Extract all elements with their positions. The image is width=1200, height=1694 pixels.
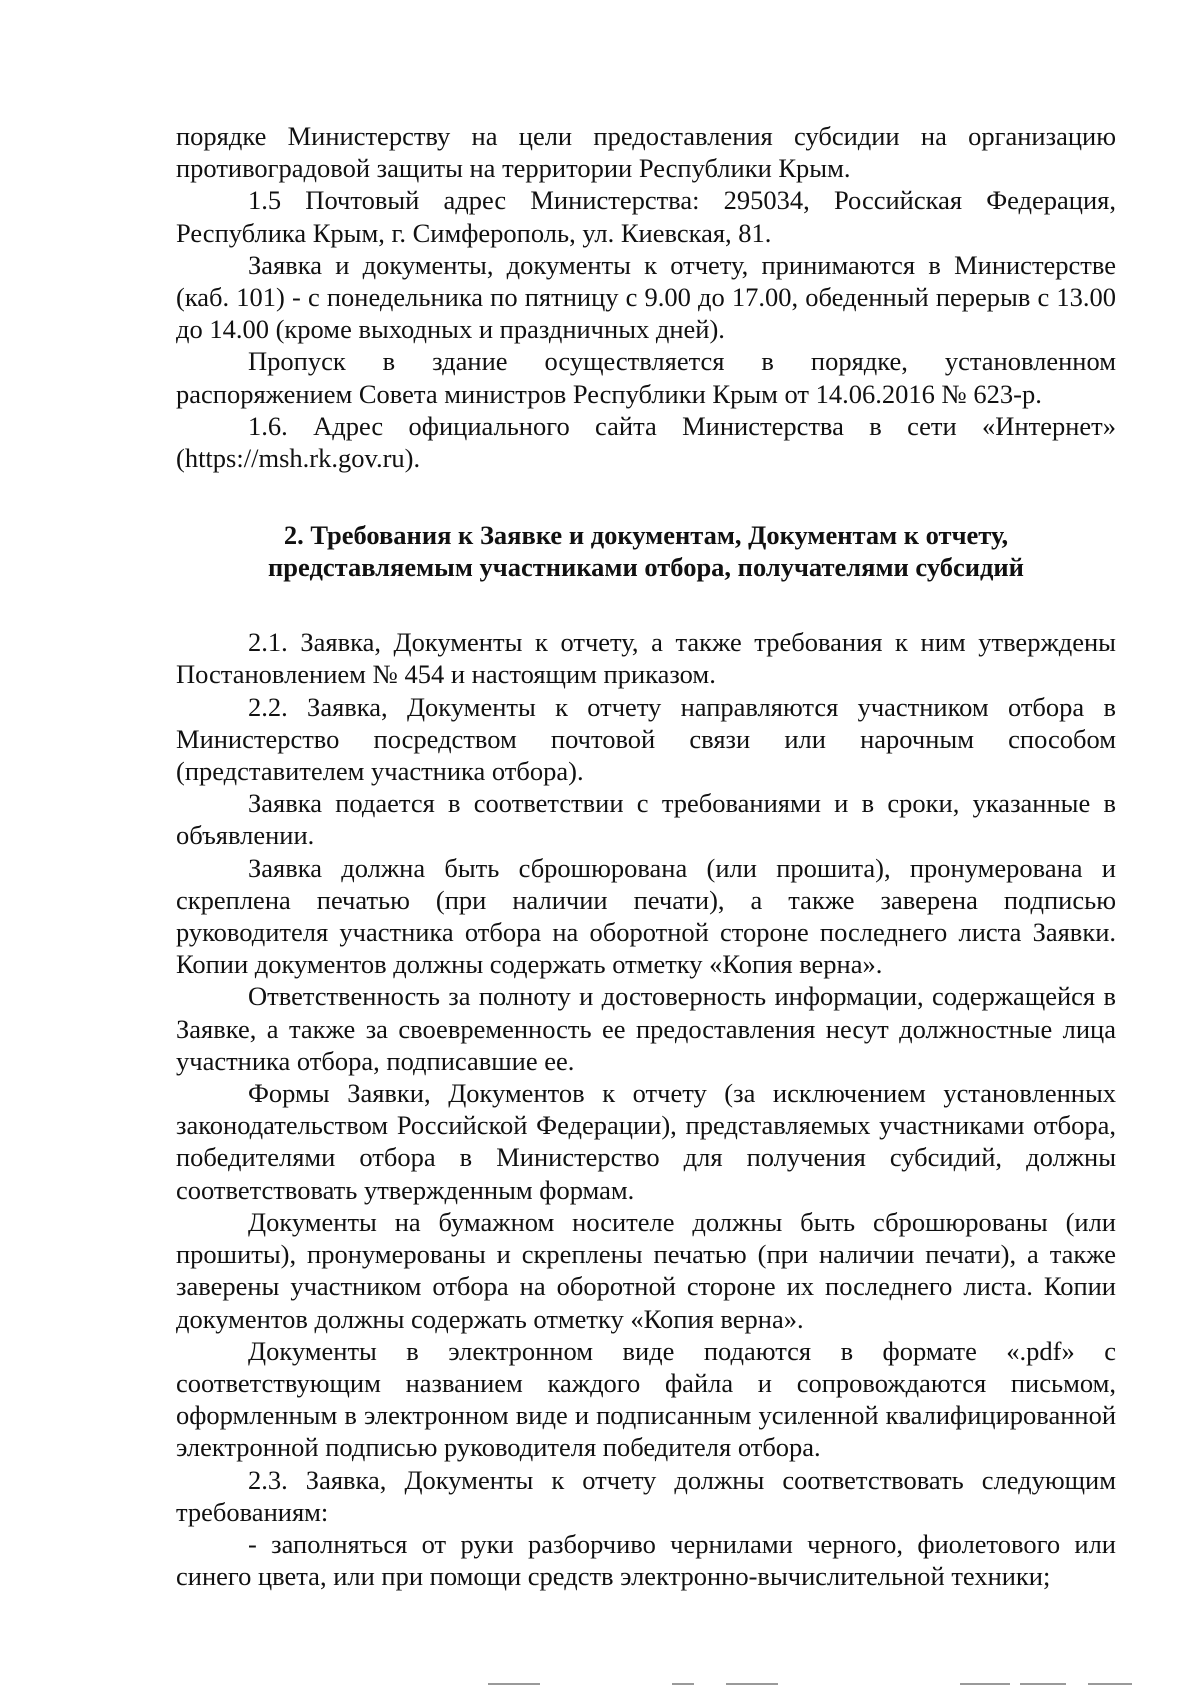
paragraph-application-deadlines: Заявка подается в соответствии с требованиями и в сроки, указанные в объявлении. (176, 788, 1116, 851)
paragraph-website: 1.6. Адрес официального сайта Министерства в сети «Интернет» (https://msh.rk.gov.ru). (176, 410, 1116, 474)
paragraph-application-binding: Заявка должна быть сброшюрована (или прошита), пронумерована и скреплена печатью (при наличии печати), а также заверена подписью руководителя участника отбора на оборотной стороне последнего листа Заявки. Копии документов должны содержать отметку «Копия верна». (176, 852, 1116, 980)
paragraph-continuation: порядке Министерству на цели предоставления субсидии на организацию противоградовой защиты на территории Республики Крым. (176, 121, 1116, 184)
scan-mark (672, 1683, 694, 1685)
section-heading-line-2: представляемым участниками отбора, получателями субсидий (268, 552, 1024, 583)
paragraph-postal-address: 1.5 Почтовый адрес Министерства: 295034, Российская Федерация, Республика Крым, г. Симферополь, ул. Киевская, 81. (176, 185, 1116, 248)
paragraph-responsibility: Ответственность за полноту и достоверность информации, содержащейся в Заявке, а также за своевременность ее предоставления несут должностные лица участника отбора, подписавшие ее. (176, 981, 1116, 1076)
paragraph-office-hours: Заявка и документы, документы к отчету, принимаются в Министерстве (каб. 101) - с понедельника по пятницу с 9.00 до 17.00, обеденный перерыв с 13.00 до 14.00 (кроме выходных и праздничных дней). (176, 249, 1116, 345)
scan-mark (960, 1683, 1010, 1685)
scan-mark (488, 1683, 540, 1685)
section-heading (176, 519, 1116, 583)
paragraph-requirement-handwriting: - заполняться от руки разборчиво чернилами черного, фиолетового или синего цвета, или при помощи средств электронно-вычислительной техники; (176, 1528, 1116, 1592)
paragraph-forms: Формы Заявки, Документов к отчету (за исключением установленных законодательством Российской Федерации), представляемых участниками отбора, победителями отбора в Министерство для получения субсидий, должны соответствовать утвержденным формам. (176, 1078, 1116, 1205)
paragraph-2-2: 2.2. Заявка, Документы к отчету направляются участником отбора в Министерство посредством почтовой связи или нарочным способом (представителем участника отбора). (176, 691, 1116, 787)
paragraph-electronic-documents: Документы в электронном виде подаются в формате «.pdf» с соответствующим названием каждого файла и сопровождаются письмом, оформленным в электронном виде и подписанным усиленной квалифицированной электронной подписью руководителя победителя отбора. (176, 1335, 1116, 1463)
paragraph-2-1: 2.1. Заявка, Документы к отчету, а также требования к ним утверждены Постановлением № 454 и настоящим приказом. (176, 627, 1116, 690)
paragraph-building-pass: Пропуск в здание осуществляется в порядке, установленном распоряжением Совета министров Республики Крым от 14.06.2016 № 623-р. (176, 346, 1116, 409)
paragraph-paper-documents: Документы на бумажном носителе должны быть сброшюрованы (или прошиты), пронумерованы и скреплены печатью (при наличии печати), а также заверены участником отбора на оборотной стороне их последнего листа. Копии документов должны содержать отметку «Копия верна». (176, 1206, 1116, 1334)
scan-mark (1088, 1683, 1132, 1685)
section-body (176, 626, 1116, 1592)
section-heading-line-1: 2. Требования к Заявке и документам, Документам к отчету, (283, 520, 1009, 551)
scan-mark (1020, 1683, 1066, 1685)
scan-mark (726, 1683, 778, 1685)
document-page (176, 120, 1116, 1592)
top-paragraphs (176, 120, 1116, 474)
paragraph-2-3: 2.3. Заявка, Документы к отчету должны соответствовать следующим требованиям: (176, 1464, 1116, 1527)
scan-edge-marks (0, 1683, 1200, 1691)
